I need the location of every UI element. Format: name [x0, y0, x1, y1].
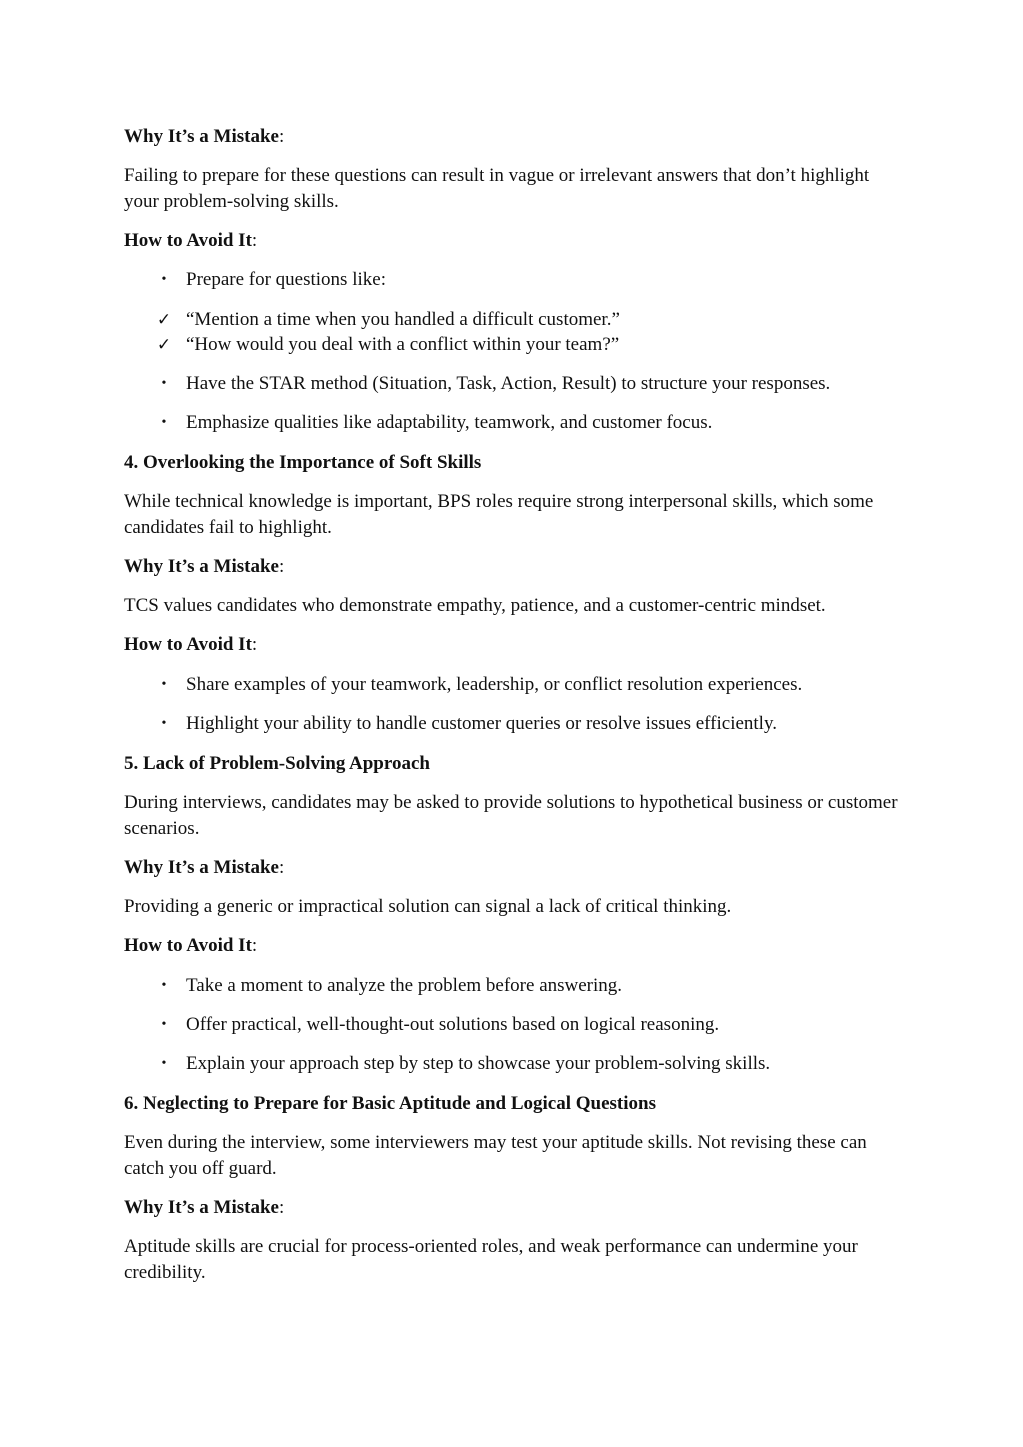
- list-item: • Highlight your ability to handle customer queries or resolve issues efficiently.: [186, 711, 904, 737]
- checkmark-icon: ✓: [156, 335, 172, 355]
- list-item: • Explain your approach step by step to showcase your problem-solving skills.: [186, 1051, 904, 1077]
- paragraph: While technical knowledge is important, BPS roles require strong interpersonal skills, which some candidates fail to highlight.: [124, 491, 874, 538]
- section-title: 4. Overlooking the Importance of Soft Skills: [124, 452, 482, 473]
- paragraph: Aptitude skills are crucial for process-oriented roles, and weak performance can undermine your credibility.: [124, 1236, 858, 1283]
- checkmark-icon: ✓: [156, 310, 172, 330]
- section-title: 5. Lack of Problem-Solving Approach: [124, 753, 430, 774]
- bullet-icon: •: [161, 978, 167, 993]
- bullet-icon: •: [161, 716, 167, 731]
- checklist-item: ✓ “Mention a time when you handled a difficult customer.”: [186, 307, 904, 333]
- bullet-icon: •: [161, 272, 167, 287]
- list-item: • Prepare for questions like:: [186, 267, 904, 293]
- why-heading: Why It’s a Mistake:: [124, 1197, 285, 1218]
- list-item: • Take a moment to analyze the problem before answering.: [186, 973, 904, 999]
- bullet-icon: •: [161, 1017, 167, 1032]
- why-heading: Why It’s a Mistake:: [124, 556, 285, 577]
- bullet-icon: •: [161, 376, 167, 391]
- list-item: • Emphasize qualities like adaptability, teamwork, and customer focus.: [186, 410, 904, 436]
- paragraph: TCS values candidates who demonstrate empathy, patience, and a customer-centric mindset.: [124, 595, 826, 616]
- how-heading: How to Avoid It:: [124, 935, 258, 956]
- paragraph: During interviews, candidates may be asked to provide solutions to hypothetical business or customer scenarios.: [124, 792, 898, 839]
- paragraph: Even during the interview, some interviewers may test your aptitude skills. Not revising these can catch you off guard.: [124, 1132, 867, 1179]
- list-item: • Share examples of your teamwork, leadership, or conflict resolution experiences.: [186, 672, 904, 698]
- list-item: • Offer practical, well-thought-out solutions based on logical reasoning.: [186, 1012, 904, 1038]
- why-heading: Why It’s a Mistake:: [124, 126, 285, 147]
- section-title: 6. Neglecting to Prepare for Basic Aptitude and Logical Questions: [124, 1093, 656, 1114]
- list-item: • Have the STAR method (Situation, Task, Action, Result) to structure your responses.: [186, 371, 904, 397]
- checklist-item: ✓ “How would you deal with a conflict within your team?”: [186, 332, 904, 358]
- bullet-icon: •: [161, 1056, 167, 1071]
- bullet-icon: •: [161, 677, 167, 692]
- bullet-icon: •: [161, 415, 167, 430]
- how-heading: How to Avoid It:: [124, 634, 258, 655]
- paragraph: Providing a generic or impractical solution can signal a lack of critical thinking.: [124, 896, 732, 917]
- how-heading: How to Avoid It:: [124, 230, 258, 251]
- why-heading: Why It’s a Mistake:: [124, 857, 285, 878]
- paragraph: Failing to prepare for these questions can result in vague or irrelevant answers that don’t highlight your problem-solving skills.: [124, 165, 870, 212]
